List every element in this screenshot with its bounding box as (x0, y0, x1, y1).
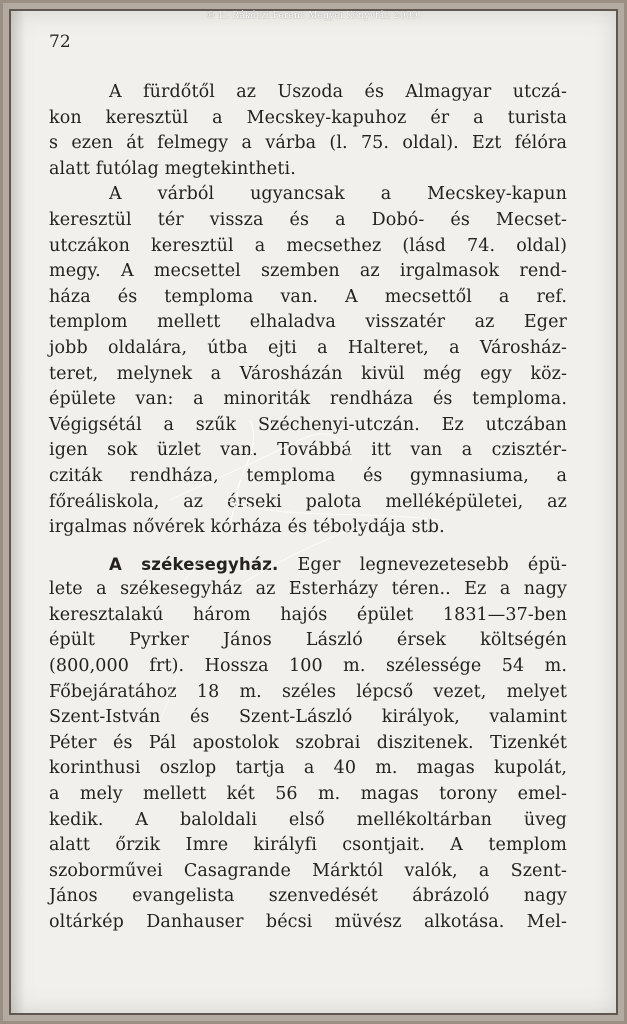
text-line: lete a székesegyház az Esterházy téren.. Ez a nagy (49, 579, 567, 600)
text-line: s ezen át felmegy a várba (l. 75. oldal). Ezt félóra (49, 133, 567, 154)
text-line: háza és temploma van. A mecsettől a ref. (49, 286, 567, 307)
text-line: (800,000 frt). Hossza 100 m. szélessége 54 m. (49, 656, 567, 677)
text-line: épült Pyrker János László érsek költségén (49, 630, 567, 651)
text-line: épülete van: a minoriták rendháza és temploma. (49, 389, 567, 410)
section-first-line (49, 552, 567, 578)
text-line: Szent-István és Szent-László királyok, valamint (49, 707, 567, 728)
text-line: igen sok üzlet van. Továbbá itt van a czisztér- (49, 440, 567, 461)
text-line: irgalmas nővérek kórháza és tébolydája stb. (49, 517, 445, 538)
text-line: Végigsétál a szűk Széchenyi-utczán. Ez utczában (49, 414, 567, 435)
text-line: főreáliskola, az érseki palota melléképületei, az (49, 491, 567, 512)
text-line: kedik. A baloldali első mellékoltárban üveg (49, 809, 567, 830)
section-heading: A székesegyház. (109, 554, 279, 574)
text-line: szoborművei Casagrande Márktól valók, a Szent- (49, 860, 567, 881)
text-line: A fürdőtől az Uszoda és Almagyar utczá- (109, 82, 567, 102)
text-line: jobb oldalára, útba ejti a Halteret, a Városház- (49, 337, 567, 358)
page-number: 72 (49, 32, 71, 52)
copyright-watermark: © II. Rákóczi Ferenc Megyei Könyvtár, 2009. (206, 11, 421, 21)
text-line: oltárkép Danhauser bécsi müvész alkotása. Mel- (49, 912, 567, 932)
text-line: kon keresztül a Mecskey-kapuhoz ér a turista (49, 107, 567, 128)
text-line: a mely mellett két 56 m. magas torony emel- (49, 784, 567, 805)
text-line: utczákon keresztül a mecsethez (lásd 74. oldal) (49, 235, 567, 256)
text-line: megy. A mecsettel szemben az irgalmasok rend- (49, 261, 567, 282)
paragraph-gap (49, 541, 567, 552)
text-line: János evangelista szenvedését ábrázoló nagy (49, 886, 567, 907)
text-line: teret, melynek a Városházán kivül még egy köz- (49, 363, 567, 384)
text-line: alatt őrzik Imre királyfi csontjait. A templom (49, 835, 567, 856)
text-line: keresztül tér vissza és a Dobó- és Mecset- (49, 209, 567, 230)
text-line: alatt futólag megtekintheti. (49, 158, 296, 179)
text-line: A várból ugyancsak a Mecskey-kapun (109, 184, 567, 205)
heading-line-rest: Eger legnevezetesebb épü- (278, 554, 568, 575)
body-text (49, 80, 567, 936)
text-line: Péter és Pál apostolok szobrai diszitenek. Tizenkét (49, 732, 567, 753)
text-line: keresztalakú három hajós épület 1831—37-ben (49, 604, 567, 625)
text-line: cziták rendháza, temploma és gymnasiuma, a (49, 465, 567, 486)
text-line: korinthusi oszlop tartja a 40 m. magas kupolát, (49, 758, 567, 779)
page-gutter-shadow (11, 11, 25, 1013)
text-line: Főbejáratához 18 m. széles lépcső vezet, melyet (49, 681, 567, 702)
text-line: templom mellett elhaladva visszatér az Eger (49, 312, 567, 333)
